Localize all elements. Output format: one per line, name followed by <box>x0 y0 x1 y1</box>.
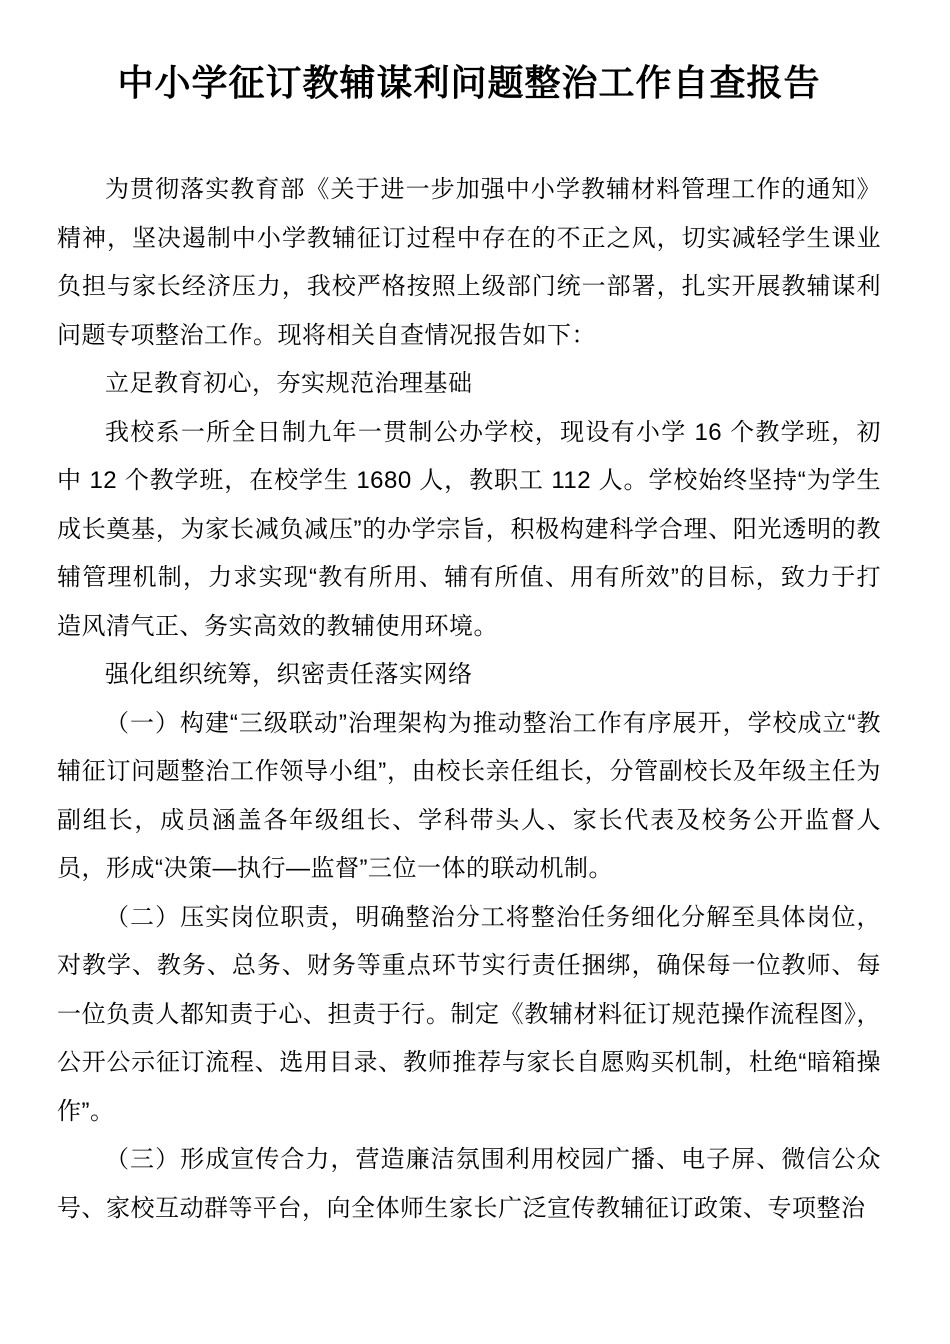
section-heading-foundation: 立足教育初心，夯实规范治理基础 <box>105 370 473 397</box>
section-heading-organization: 强化组织统筹，织密责任落实网络 <box>105 661 473 688</box>
paragraph-school-overview: 我校系一所全日制九年一贯制公办学校，现设有小学 16 个教学班，初中 12 个教学班，在校学生 1680 人，教职工 112 人。学校始终坚持“为学生成长奠基，为家长减负减压”的办学宗旨，积极构建科学合理、阳光透明的教辅管理机制，力求实现“教有所用、辅有所值、用有所效”的目标，致力于打造风清气正、务实高效的教辅使用环境。 <box>57 418 881 640</box>
paragraph-item-1: （一）构建“三级联动”治理架构为推动整治工作有序展开，学校成立“教辅征订问题整治工作领导小组”，由校长亲任组长，分管副校长及年级主任为副组长，成员涵盖各年级组长、学科带头人、家长代表及校务公开监督人员，形成“决策—执行—监督”三位一体的联动机制。 <box>57 709 881 882</box>
paragraph-item-2: （二）压实岗位职责，明确整治分工将整治任务细化分解至具体岗位，对教学、教务、总务、财务等重点环节实行责任捆绑，确保每一位教师、每一位负责人都知责于心、担责于行。制定《教辅材料征订规范操作流程图》，公开公示征订流程、选用目录、教师推荐与家长自愿购买机制，杜绝“暗箱操作”。 <box>57 903 881 1125</box>
paragraph-item-3: （三）形成宣传合力，营造廉洁氛围利用校园广播、电子屏、微信公众号、家校互动群等平台，向全体师生家长广泛宣传教辅征订政策、专项整治 <box>57 1146 881 1222</box>
document-title: 中小学征订教辅谋利问题整治工作自查报告 <box>117 62 821 103</box>
paragraph-intro: 为贯彻落实教育部《关于进一步加强中小学教辅材料管理工作的通知》精神，坚决遏制中小学教辅征订过程中存在的不正之风，切实减轻学生课业负担与家长经济压力，我校严格按照上级部门统一部署，扎实开展教辅谋利问题专项整治工作。现将相关自查情况报告如下： <box>57 176 881 349</box>
document-body <box>57 166 881 1233</box>
